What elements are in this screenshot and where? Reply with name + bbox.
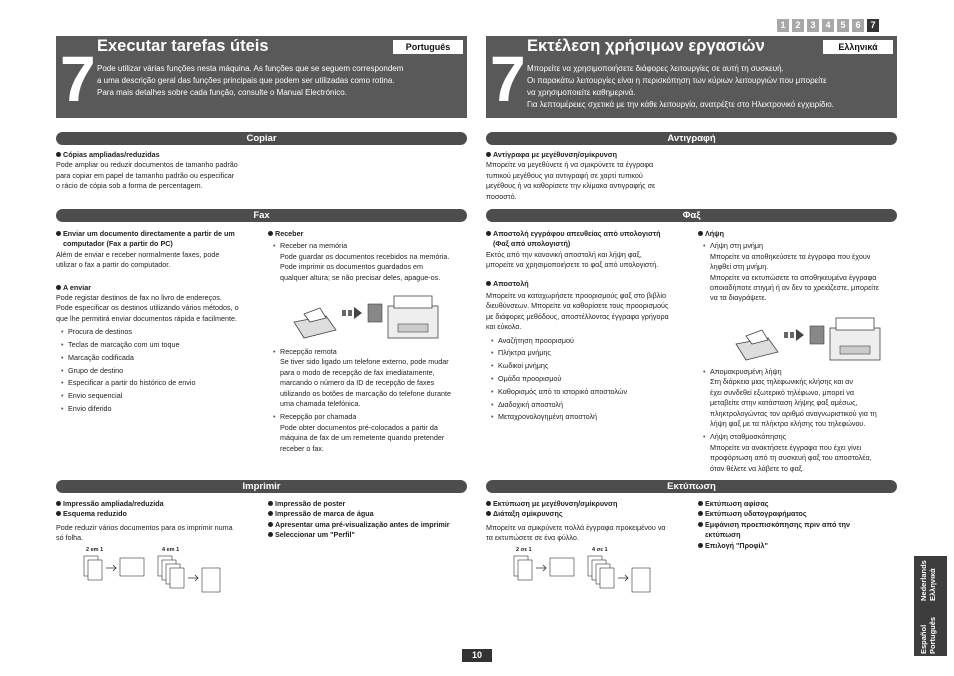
page-stack-icon xyxy=(158,556,184,588)
el-intro-line: να χρησιμοποιείτε καθημερινά. xyxy=(527,88,636,97)
pt-step-number: 7 xyxy=(60,43,96,115)
el-rx-remote-text: μεταβείτε στην κατάσταση λήψης φαξ αμέσως, xyxy=(710,398,858,408)
el-copy-text: τυπικού μεγέθους για αντιγραφή σε χαρτί τυπικού xyxy=(486,170,643,180)
el-rx-call-text: προφόρτωση από τη συσκευή φαξ του αποστολέα, xyxy=(710,453,872,463)
pt-header xyxy=(56,36,467,118)
side-tab-el[interactable]: Ελληνικά xyxy=(928,568,937,601)
el-rx-memory-text: οποιαδήποτε στιγμή ή αν δεν τα χρειάζεστε, μπορείτε xyxy=(710,283,879,293)
el-print-item: Εκτύπωση με μεγέθυνση/σμίκρυνση xyxy=(493,499,618,508)
el-fax-illustration xyxy=(732,314,892,370)
pt-print-text: Pode reduzir vários documentos para os imprimir numa xyxy=(56,522,233,532)
pt-fax-illustration xyxy=(290,292,450,348)
pt-intro-line: Para mais detalhes sobre cada função, consulte o Manual Electrónico. xyxy=(97,88,347,97)
el-intro-line: Για λεπτομέρειες σχετικά με την κάθε λειτουργία, ανατρέξτε στο Ηλεκτρονικό εγχειρίδιο. xyxy=(527,100,834,109)
pt-rx-call-text: Pode obter documentos pré-colocados a partir da xyxy=(280,422,438,432)
pt-rx-call-text: receber o fax. xyxy=(280,443,324,453)
pt-rx-remote xyxy=(268,347,468,454)
pt-rx-memory-text: Pode guardar os documentos recebidos na memória. xyxy=(280,251,450,261)
el-fax-pc-item: (Φαξ από υπολογιστή) xyxy=(493,239,571,249)
page-icon xyxy=(632,568,650,592)
step-7[interactable]: 7 xyxy=(867,19,879,32)
list-item: • Especificar a partir do histórico de envio xyxy=(56,377,261,390)
el-send-text: Μπορείτε να καταχωρήσετε προορισμούς φαξ στο βιβλίο xyxy=(486,291,666,301)
el-rx-remote xyxy=(698,367,898,474)
pt-fax-right xyxy=(268,229,468,283)
pt-rx-remote-text: utilizando os botões de marcação do telefone durante xyxy=(280,388,452,398)
document-icon xyxy=(810,326,824,344)
el-print-item: Επιλογή "Προφίλ" xyxy=(705,540,768,550)
list-item: • Καθορισμός από το ιστορικό αποστολών xyxy=(486,386,691,399)
pt-rx-call-text: máquina de fax de um remetente quando pretender xyxy=(280,433,445,443)
list-item: • Procura de destinos xyxy=(56,326,261,339)
step-nav xyxy=(777,19,879,32)
pt-send-text: Pode especificar os destinos utilizando vários métodos, o xyxy=(56,303,239,313)
pt-copy-section xyxy=(56,150,266,192)
el-intro-line: Οι παρακάτω λειτουργίες είναι η περισκόπηση των κύριων λειτουργιών που μπορείτε xyxy=(527,76,827,85)
el-print-item: Εκτύπωση αφίσας xyxy=(705,499,769,508)
el-rx-remote-text: Στη διάρκεια μιας τηλεφωνικής κλήσης και αν xyxy=(710,377,853,387)
el-print-item: Διάταξη σμίκρυνσης xyxy=(493,509,563,519)
pt-intro xyxy=(97,63,467,99)
list-item: • Envio sequencial xyxy=(56,390,261,403)
language-side-tabs xyxy=(914,556,947,656)
pt-rx-remote-text: uma chamada telefónica. xyxy=(280,399,361,409)
pt-copy-text: Pode ampliar ou reduzir documentos de tamanho padrão xyxy=(56,160,238,170)
arrow-icon xyxy=(784,329,804,341)
side-tab-pt[interactable]: Português xyxy=(928,616,937,654)
pt-rx-more xyxy=(268,345,468,454)
el-copy-text: ποσοστό. xyxy=(486,191,517,201)
step-1[interactable]: 1 xyxy=(777,19,789,32)
pt-language-label: Português xyxy=(393,40,463,54)
el-rx-memory-title: • Λήψη στη μνήμη xyxy=(710,241,764,251)
page-icon xyxy=(550,558,574,576)
list-item: • Teclas de marcação com um toque xyxy=(56,339,261,352)
el-send-list xyxy=(486,335,691,425)
el-4in1-label: 4 σε 1 xyxy=(592,547,608,553)
pt-print-item: Impressão de marca de água xyxy=(275,509,374,519)
el-copy-text: Μπορείτε να μεγεθύνετε ή να σμικρύνετε τα έγγραφα xyxy=(486,160,654,170)
arrow-icon xyxy=(106,565,116,571)
el-rx-call-text: Μπορείτε να ανακτήσετε έγγραφα που έχει γίνει xyxy=(710,442,862,452)
page-icon xyxy=(202,568,220,592)
el-copy-section xyxy=(486,150,696,202)
pt-print-item: Apresentar uma pré-visualização antes de imprimir xyxy=(275,519,450,529)
el-intro-line: Μπορείτε να χρησιμοποιήσετε διάφορες λειτουργίες σε αυτή τη συσκευή. xyxy=(527,64,784,73)
side-tab-nl[interactable]: Nederlands xyxy=(919,560,928,601)
el-print-text: Μπορείτε να σμικρύνετε πολλά έγγραφα προκειμένου να xyxy=(486,522,666,532)
el-2in1-label: 2 σε 1 xyxy=(516,547,532,553)
pt-rx-memory-title: • Receber na memória xyxy=(280,241,348,251)
fax-machine-icon xyxy=(294,308,336,338)
el-rx-call-title: • Λήψη σταθμοσκόπησης xyxy=(710,432,787,442)
el-rx-memory-text: να τα διαγράψετε. xyxy=(710,293,767,303)
el-send-text: με διάφορες μεθόδους, αποστέλλοντας έγγραφα γρήγορα xyxy=(486,311,669,321)
pt-copy-item: Cópias ampliadas/reduzidas xyxy=(63,150,160,159)
el-send-text: διευθύνσεων. Μπορείτε να καθορίσετε τους προορισμούς xyxy=(486,301,669,311)
pt-fax-bar: Fax xyxy=(56,209,467,222)
arrow-icon xyxy=(618,575,628,581)
pt-rx-remote-text: para o modo de recepção de fax imediatamente, xyxy=(280,367,435,377)
fax-machine-icon xyxy=(736,330,778,360)
el-nup-diagram xyxy=(512,554,662,606)
el-print-item: εκτύπωση xyxy=(705,530,741,540)
el-step-number: 7 xyxy=(490,43,526,115)
el-print-item: Εμφάνιση προεπισκόπησης πριν από την xyxy=(705,519,850,529)
el-receive-item: Λήψη xyxy=(705,229,724,238)
pt-rx-memory-text: qualquer altura; se não precisar deles, apague-os. xyxy=(280,272,441,282)
el-fax-bar: Φαξ xyxy=(486,209,897,222)
pt-title: Executar tarefas úteis xyxy=(97,37,269,55)
printer-icon xyxy=(388,296,438,338)
el-fax-pc-text: Εκτός από την κανονική αποστολή και λήψη φαξ, xyxy=(486,249,642,259)
el-copy-text: μεγέθους ή να καθορίσετε την κλίμακα αντιγραφής σε xyxy=(486,181,656,191)
el-rx-call-text: όταν θέλετε να λάβετε το φαξ. xyxy=(710,463,804,473)
page-stack-icon xyxy=(588,556,614,588)
page-number: 10 xyxy=(462,649,492,662)
pt-copy-text: o rácio de cópia sob a forma de percentagem. xyxy=(56,181,203,191)
arrow-icon xyxy=(188,575,198,581)
el-rx-remote-text: λήψη φαξ με τα πλήκτρα κλήσης του τηλεφώνου. xyxy=(710,419,866,429)
pt-copy-text: para copiar em papel de tamanho padrão ou especificar xyxy=(56,170,235,180)
arrow-icon xyxy=(342,307,362,319)
pt-print-item: Impressão ampliada/reduzida xyxy=(63,499,164,508)
el-send-text: και εύκολα. xyxy=(486,322,522,332)
pt-send-list xyxy=(56,326,261,416)
pt-send-text: Pode registar destinos de fax no livro de endereços. xyxy=(56,293,222,303)
page-stack-icon xyxy=(84,556,102,580)
el-print-item: Εκτύπωση υδατογραφήματος xyxy=(705,509,807,519)
side-tab-es[interactable]: Español xyxy=(919,624,928,654)
el-print-text: τα εκτυπώσετε σε ένα φύλλο. xyxy=(486,533,579,543)
pt-rx-call-title: • Recepção por chamada xyxy=(280,412,357,422)
el-rx-memory-text: Μπορείτε να εκτυπώσετε τα αποθηκευμένα έγγραφα xyxy=(710,272,877,282)
el-rx-remote-text: έχει συνδεθεί εξωτερικό τηλέφωνο, μπορεί να xyxy=(710,387,855,397)
el-header xyxy=(486,36,897,118)
pt-send-text: que lhe permitirá enviar documentos rápida e facilmente. xyxy=(56,313,237,323)
pt-rx-remote-text: marcando o número da ID de recepção de faxes xyxy=(280,378,435,388)
el-rx-memory-text: Μπορείτε να αποθηκεύσετε τα έγγραφα που έχουν xyxy=(710,251,871,261)
list-item: • Πλήκτρα μνήμης xyxy=(486,347,691,360)
el-print-right xyxy=(698,499,898,551)
document-icon xyxy=(368,304,382,322)
el-fax-right xyxy=(698,229,898,304)
pt-print-item: Impressão de poster xyxy=(275,499,346,508)
pt-fax-pc-item: Enviar um documento directamente a partir de um xyxy=(63,229,235,238)
arrow-icon xyxy=(536,565,546,571)
el-intro xyxy=(527,63,889,111)
pt-fax-left xyxy=(56,229,261,416)
el-fax-left xyxy=(486,229,691,424)
pt-intro-line: Pode utilizar várias funções nesta máquina. As funções que se seguem correspondem xyxy=(97,64,404,73)
list-item: • Κωδικοί μνήμης xyxy=(486,360,691,373)
pt-4in1-label: 4 em 1 xyxy=(162,547,180,553)
el-rx-memory xyxy=(698,241,898,303)
pt-print-right xyxy=(268,499,468,541)
el-rx-memory-text: ληφθεί στη μνήμη. xyxy=(710,262,769,272)
pt-send-item: A enviar xyxy=(63,282,92,292)
list-item: • Μεταχρονολογημένη αποστολή xyxy=(486,411,691,424)
el-send-item: Αποστολή xyxy=(493,278,529,288)
el-copy-item: Αντίγραφα με μεγέθυνση/σμίκρυνση xyxy=(493,150,618,159)
pt-fax-pc-text: utilizar o fax a partir do computador. xyxy=(56,260,171,270)
pt-print-text: só folha. xyxy=(56,533,84,543)
page-icon xyxy=(120,558,144,576)
step-6[interactable]: 6 xyxy=(852,19,864,32)
el-fax-pc-text: μπορείτε να χρησιμοποιήσετε το φαξ από υπολογιστή. xyxy=(486,260,659,270)
pt-print-left xyxy=(56,499,261,544)
step-2[interactable]: 2 xyxy=(792,19,804,32)
el-rx-remote-title: • Απομακρυσμένη λήψη xyxy=(710,367,782,376)
pt-2in1-label: 2 em 1 xyxy=(86,547,104,553)
step-4[interactable]: 4 xyxy=(822,19,834,32)
pt-print-item: Seleccionar um "Perfil" xyxy=(275,530,355,540)
pt-rx-remote-title: • Recepção remota xyxy=(280,347,337,356)
list-item: • Αναζήτηση προορισμού xyxy=(486,335,691,348)
el-fax-pc-item: Αποστολή εγγράφου απευθείας από υπολογιστή xyxy=(493,229,661,238)
step-5[interactable]: 5 xyxy=(837,19,849,32)
list-item: • Marcação codificada xyxy=(56,352,261,365)
list-item: • Envio diferido xyxy=(56,403,261,416)
pt-rx-memory-text: Pode imprimir os documentos guardados em xyxy=(280,262,424,272)
el-print-left xyxy=(486,499,691,544)
pt-nup-diagram xyxy=(82,554,232,606)
el-title: Εκτέλεση χρήσιμων εργασιών xyxy=(527,37,765,55)
el-print-bar: Εκτύπωση xyxy=(486,480,897,493)
list-item: • Διαδοχική αποστολή xyxy=(486,399,691,412)
el-copy-bar: Αντιγραφή xyxy=(486,132,897,145)
step-3[interactable]: 3 xyxy=(807,19,819,32)
pt-rx-memory xyxy=(268,241,468,283)
list-item: • Ομάδα προορισμού xyxy=(486,373,691,386)
page-stack-icon xyxy=(514,556,532,580)
pt-print-item: Esquema reduzido xyxy=(63,509,127,519)
pt-fax-pc-item: computador (Fax a partir do PC) xyxy=(63,239,173,249)
pt-intro-line: a uma descrição geral das funções principais que podem ser utilizadas como rotina. xyxy=(97,76,395,85)
el-language-label: Ελληνικά xyxy=(823,40,893,54)
list-item: • Grupo de destino xyxy=(56,365,261,378)
pt-rx-remote-text: Se tiver sido ligado um telefone externo, pode mudar xyxy=(280,357,449,367)
pt-receive-item: Receber xyxy=(275,229,304,238)
pt-copy-bar: Copiar xyxy=(56,132,467,145)
pt-print-bar: Imprimir xyxy=(56,480,467,493)
el-rx-remote-text: πληκτρολογώντας τον αριθμό αναγνωριστικού για τη xyxy=(710,408,877,418)
el-rx-more xyxy=(698,365,898,474)
pt-fax-pc-text: Além de enviar e receber normalmente faxes, pode xyxy=(56,249,220,259)
printer-icon xyxy=(830,318,880,360)
